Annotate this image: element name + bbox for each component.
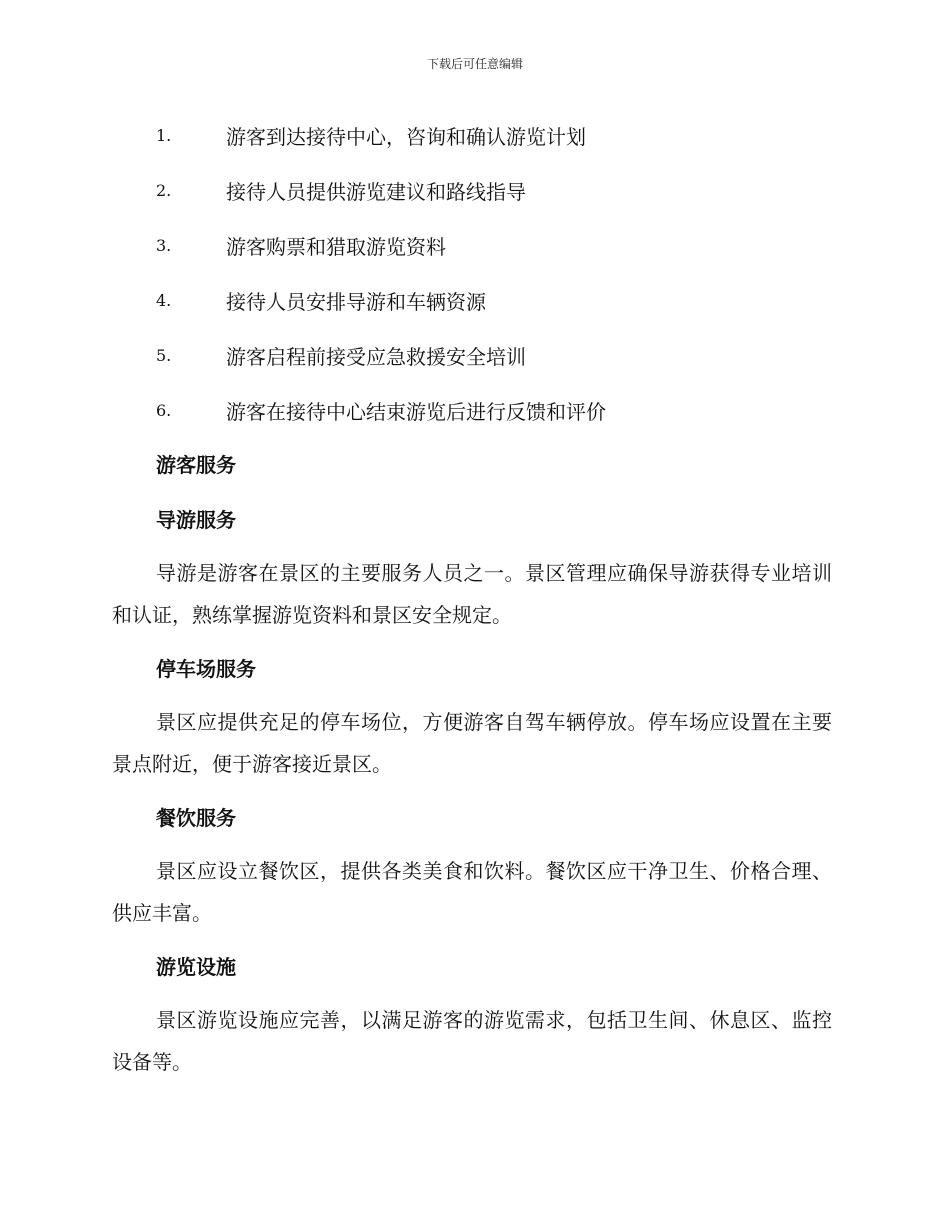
list-text: 游客启程前接受应急救援安全培训 [226,345,526,369]
list-text: 接待人员安排导游和车辆资源 [226,290,486,314]
list-number: 3. [156,236,172,255]
list-number: 6. [156,401,172,420]
paragraph-dining: 景区应设立餐饮区，提供各类美食和饮料。餐饮区应干净卫生、价格合理、供应丰富。 [112,859,832,925]
paragraph-facilities: 景区游览设施应完善，以满足游客的游览需求，包括卫生间、休息区、监控设备等。 [112,1008,832,1074]
section-heading-parking: 停车场服务 [156,657,256,681]
list-text: 游客购票和猎取游览资料 [226,235,446,259]
paragraph-parking: 景区应提供充足的停车场位，方便游客自驾车辆停放。停车场应设置在主要景点附近，便于游客接近景区。 [112,710,832,776]
section-heading-dining: 餐饮服务 [156,806,236,830]
section-heading-visitor-services: 游客服务 [156,453,236,477]
list-item [112,108,832,163]
numbered-list [112,108,832,438]
list-text: 游客到达接待中心，咨询和确认游览计划 [226,125,586,149]
list-item [112,328,832,383]
list-text: 游客在接待中心结束游览后进行反馈和评价 [226,400,606,424]
list-item [112,383,832,438]
paragraph-guide: 导游是游客在景区的主要服务人员之一。景区管理应确保导游获得专业培训和认证，熟练掌握游览资料和景区安全规定。 [112,561,832,627]
list-number: 5. [156,346,172,365]
list-text: 接待人员提供游览建议和路线指导 [226,180,526,204]
list-item [112,163,832,218]
page-header: 下载后可任意编辑 [426,57,523,71]
section-heading-facilities: 游览设施 [156,955,236,979]
list-number: 4. [156,291,172,310]
section-heading-guide: 导游服务 [156,508,236,532]
list-number: 2. [156,181,172,200]
list-item [112,273,832,328]
list-item [112,218,832,273]
document-content [112,108,832,1089]
list-number: 1. [156,126,172,145]
